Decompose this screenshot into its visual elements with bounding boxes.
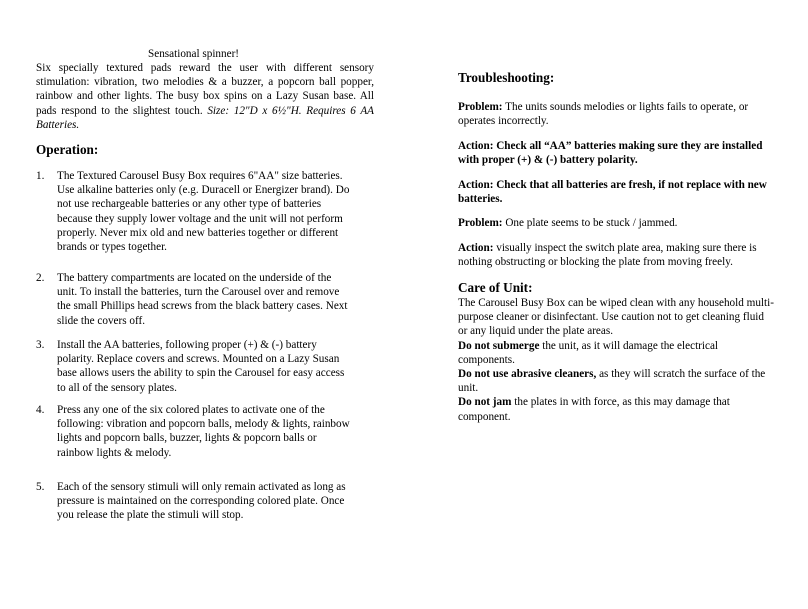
submerge-warning-label: Do not submerge — [458, 339, 540, 352]
action-text: visually inspect the switch plate area, making sure there is nothing obstructing or blocking the plate from moving freely. — [458, 242, 757, 269]
step-text: The battery compartments are located on the underside of the unit. To install the batteries, turn the Carousel over and remove the small Phillips head screws from the black battery cases. Next slide the covers off. — [57, 272, 348, 327]
action-2: Action: Check that all batteries are fresh, if not replace with new batteries. — [458, 179, 767, 206]
step-text: The Textured Carousel Busy Box requires 6"AA" size batteries. Use alkaline batteries only (e.g. Duracell or Energizer brand). Do not use rechargeable batteries or any other type of batteries because they supply lower voltage and the unit will not perform properly. Never mix old and new batteries together or different brands or types together. — [57, 170, 350, 254]
problem-label: Problem: — [458, 101, 503, 113]
step-number: 3. — [36, 339, 45, 351]
step-text: Install the AA batteries, following proper (+) & (-) battery polarity. Replace covers and screws. Mounted on a Lazy Susan base allows users the ability to spin the Carousel for easy access to all of the sensory plates. — [57, 339, 345, 394]
step-text: Each of the sensory stimuli will only remain activated as long as pressure is maintained on the corresponding colored plate. Once you release the plate the stimuli will stop. — [57, 481, 346, 522]
abrasive-warning-label: Do not use abrasive cleaners, — [458, 368, 597, 381]
problem-1 — [458, 100, 776, 128]
step-text: Press any one of the six colored plates to activate one of the following: vibration and popcorn balls, melody & lights, rainbow lights and popcorn balls, buzzer, lights & popcorn balls or rainbow lights & melody. — [57, 404, 350, 459]
action-label: Action: — [458, 242, 494, 254]
problem-2 — [458, 216, 776, 230]
intro-text: Six specially textured pads reward the user with different sensory stimulation: vibration, two melodies & a buzzer, a popcorn ball popper, rainbow and other lights. The busy box spins on a Lazy Susan base. All pads respond to the slightest touch. — [36, 62, 374, 117]
care-instructions — [458, 296, 776, 424]
troubleshooting-heading: Troubleshooting: — [458, 70, 555, 85]
step-number: 2. — [36, 272, 45, 284]
problem-text: One plate seems to be stuck / jammed. — [505, 217, 678, 229]
action-1: Action: Check all “AA” batteries making sure they are installed with proper (+) & (-) battery polarity. — [458, 140, 763, 167]
operation-heading: Operation: — [36, 142, 99, 157]
problem-label: Problem: — [458, 217, 503, 229]
abrasive-warning-text: as they will scratch the surface of the unit. — [458, 368, 766, 395]
care-text: The Carousel Busy Box can be wiped clean with any household multi-purpose cleaner or disinfectant. Use caution not to get cleaning fluid or any liquid under the plate areas. — [458, 297, 774, 338]
submerge-warning-text: the unit, as it will damage the electrical components. — [458, 339, 719, 366]
step-number: 4. — [36, 404, 45, 416]
step-number: 5. — [36, 481, 45, 493]
size-requirements: Size: 12"D x 6½"H. Requires 6 AA Batteries. — [36, 104, 375, 131]
product-title: Sensational spinner! — [148, 48, 240, 60]
problem-text: The units sounds melodies or lights fails to operate, or operates incorrectly. — [458, 101, 749, 128]
care-heading: Care of Unit: — [458, 280, 533, 295]
step-number: 1. — [36, 170, 45, 182]
jam-warning-text: the plates in with force, as this may damage that component. — [458, 396, 730, 423]
product-description — [36, 61, 374, 132]
action-3 — [458, 241, 776, 269]
jam-warning-label: Do not jam — [458, 396, 512, 409]
